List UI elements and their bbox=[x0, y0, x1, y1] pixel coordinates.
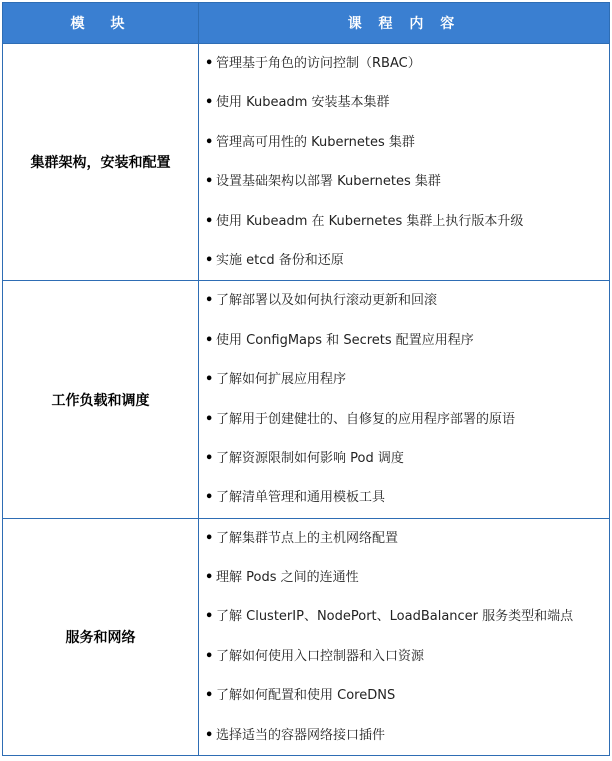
content-cell bbox=[199, 518, 610, 755]
bullet-icon: • bbox=[205, 450, 214, 466]
content-column-header: 课 程 内 容 bbox=[199, 3, 610, 44]
course-item bbox=[199, 44, 609, 83]
course-item bbox=[199, 439, 609, 478]
module-name: 工作负载和调度 bbox=[3, 281, 199, 518]
course-item-text: 了解如何配置和使用 CoreDNS bbox=[216, 688, 396, 704]
course-item-text: 理解 Pods 之间的连通性 bbox=[216, 570, 359, 586]
bullet-icon: • bbox=[205, 293, 214, 309]
course-item-text: 了解资源限制如何影响 Pod 调度 bbox=[216, 450, 404, 466]
course-item bbox=[199, 400, 609, 439]
course-item bbox=[199, 162, 609, 201]
course-item-list bbox=[199, 281, 609, 517]
course-item bbox=[199, 123, 609, 162]
course-item bbox=[199, 676, 609, 715]
course-table bbox=[2, 2, 610, 756]
course-item-text: 了解部署以及如何执行滚动更新和回滚 bbox=[216, 293, 438, 309]
bullet-icon: • bbox=[205, 411, 214, 427]
bullet-icon: • bbox=[205, 570, 214, 586]
module-column-header: 模 块 bbox=[3, 3, 199, 44]
bullet-icon: • bbox=[205, 252, 214, 268]
course-item-text: 了解 ClusterIP、NodePort、LoadBalancer 服务类型和端点 bbox=[216, 609, 574, 625]
course-item-text: 管理基于角色的访问控制（RBAC） bbox=[216, 56, 421, 71]
section-row bbox=[3, 44, 610, 281]
course-item bbox=[199, 241, 609, 280]
bullet-icon: • bbox=[205, 372, 214, 388]
module-name: 集群架构，安装和配置 bbox=[3, 44, 199, 281]
bullet-icon: • bbox=[205, 56, 214, 71]
course-item bbox=[199, 637, 609, 676]
course-item-list bbox=[199, 519, 609, 755]
course-item-text: 选择适当的容器网络接口插件 bbox=[216, 727, 386, 743]
course-item-text: 实施 etcd 备份和还原 bbox=[216, 252, 344, 268]
bullet-icon: • bbox=[205, 95, 214, 111]
bullet-icon: • bbox=[205, 609, 214, 625]
module-name: 服务和网络 bbox=[3, 518, 199, 755]
course-item bbox=[199, 360, 609, 399]
course-item-text: 使用 Kubeadm 安装基本集群 bbox=[216, 95, 390, 111]
bullet-icon: • bbox=[205, 332, 214, 348]
header-row bbox=[3, 3, 610, 44]
course-item-text: 了解清单管理和通用模板工具 bbox=[216, 490, 386, 506]
course-item bbox=[199, 321, 609, 360]
course-item bbox=[199, 558, 609, 597]
section-row bbox=[3, 518, 610, 755]
bullet-icon: • bbox=[205, 530, 214, 546]
course-item-list bbox=[199, 44, 609, 280]
course-item-text: 设置基础架构以部署 Kubernetes 集群 bbox=[216, 174, 441, 190]
course-item bbox=[199, 281, 609, 320]
bullet-icon: • bbox=[205, 490, 214, 506]
course-item-text: 了解如何使用入口控制器和入口资源 bbox=[216, 648, 425, 664]
bullet-icon: • bbox=[205, 174, 214, 190]
course-item-text: 了解用于创建健壮的、自修复的应用程序部署的原语 bbox=[216, 411, 516, 427]
bullet-icon: • bbox=[205, 688, 214, 704]
course-item bbox=[199, 716, 609, 755]
course-item-text: 管理高可用性的 Kubernetes 集群 bbox=[216, 134, 415, 150]
bullet-icon: • bbox=[205, 727, 214, 743]
course-item-text: 使用 Kubeadm 在 Kubernetes 集群上执行版本升级 bbox=[216, 213, 524, 229]
course-item-text: 了解集群节点上的主机网络配置 bbox=[216, 530, 399, 546]
course-item bbox=[199, 519, 609, 558]
content-cell bbox=[199, 281, 610, 518]
course-item-text: 使用 ConfigMaps 和 Secrets 配置应用程序 bbox=[216, 332, 474, 348]
content-cell bbox=[199, 44, 610, 281]
course-item-text: 了解如何扩展应用程序 bbox=[216, 372, 347, 388]
course-item bbox=[199, 478, 609, 517]
course-item bbox=[199, 202, 609, 241]
course-item bbox=[199, 83, 609, 122]
course-item bbox=[199, 597, 609, 636]
bullet-icon: • bbox=[205, 213, 214, 229]
bullet-icon: • bbox=[205, 648, 214, 664]
section-row bbox=[3, 281, 610, 518]
bullet-icon: • bbox=[205, 134, 214, 150]
